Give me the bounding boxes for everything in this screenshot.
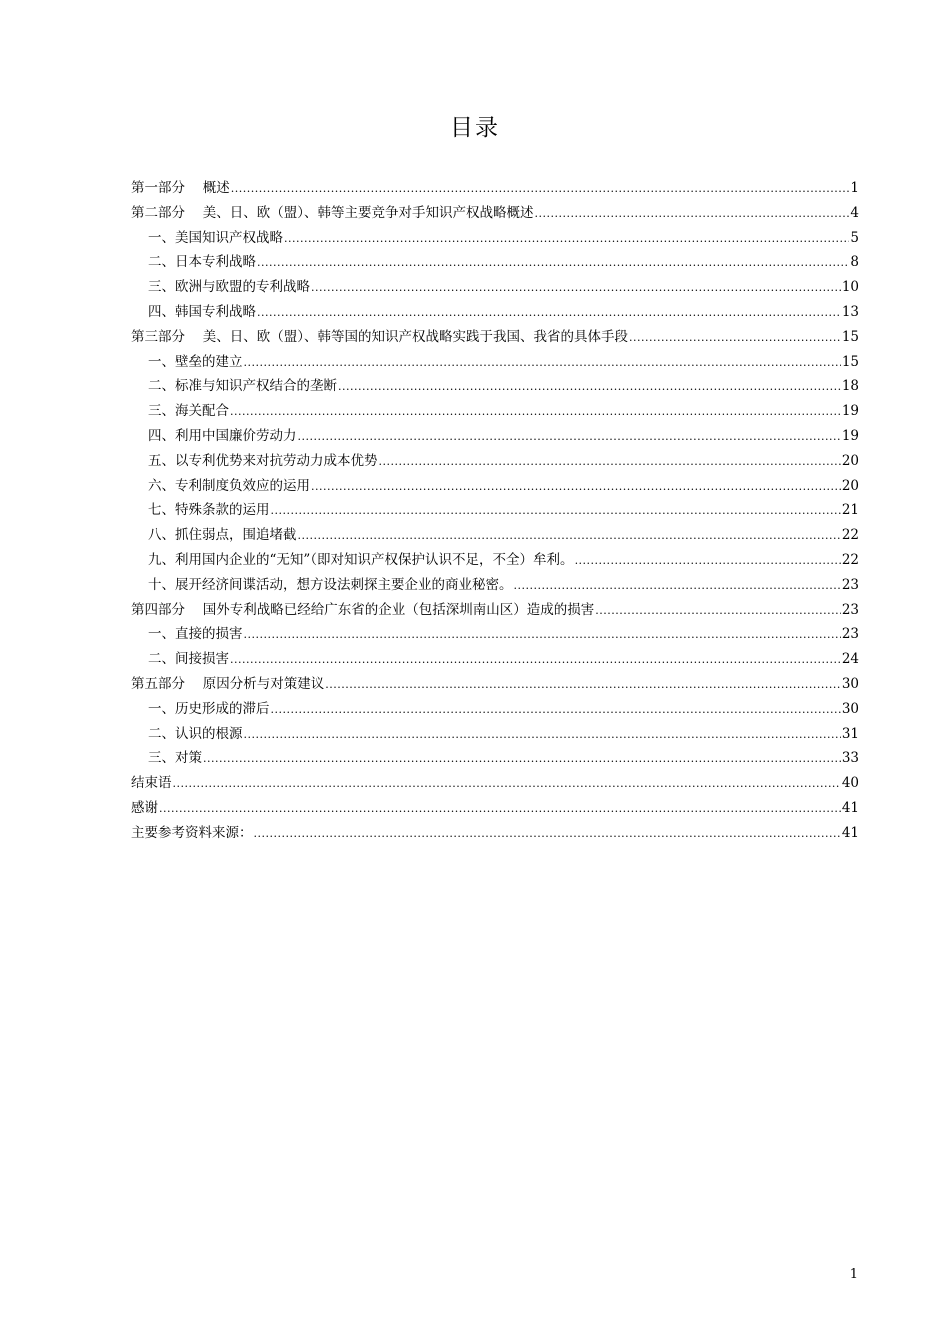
- toc-entry-label: 二、日本专利战略: [148, 254, 256, 271]
- toc-entry[interactable]: [131, 672, 859, 697]
- toc-entry[interactable]: [131, 474, 859, 499]
- toc-entry-label: 三、海关配合: [148, 403, 229, 420]
- toc-entry-label: 一、历史形成的滞后: [148, 700, 270, 717]
- toc-entry-page: 22: [841, 527, 859, 544]
- toc-entry-page: 31: [841, 725, 859, 742]
- toc-entry-page: 41: [841, 824, 859, 841]
- toc-entry-page: 30: [841, 700, 859, 717]
- toc-entry[interactable]: [131, 325, 859, 350]
- toc-entry-label: 第四部分 国外专利战略已经给广东省的企业（包括深圳南山区）造成的损害: [131, 601, 595, 618]
- toc-dot-leader: [311, 475, 841, 500]
- toc-entry[interactable]: [131, 201, 859, 226]
- table-of-contents: [131, 176, 859, 846]
- toc-entry-label: 结束语: [131, 775, 172, 792]
- toc-entry-page: 4: [850, 204, 859, 221]
- toc-dot-leader: [629, 326, 841, 351]
- toc-entry[interactable]: [131, 548, 859, 573]
- toc-entry-page: 15: [841, 328, 859, 345]
- toc-entry[interactable]: [131, 250, 859, 275]
- toc-entry-label: 第一部分 概述: [131, 180, 230, 196]
- toc-dot-leader: [230, 400, 841, 425]
- toc-entry[interactable]: [131, 697, 859, 722]
- toc-entry-page: 18: [841, 378, 859, 395]
- toc-entry[interactable]: [131, 226, 859, 251]
- toc-entry-page: 41: [841, 799, 859, 816]
- toc-entry-label: 第三部分 美、日、欧（盟）、韩等国的知识产权战略实践于我国、我省的具体手段: [131, 328, 629, 345]
- toc-entry[interactable]: [131, 598, 859, 623]
- toc-entry-label: 主要参考资料来源：: [131, 824, 253, 841]
- toc-entry-label: 二、标准与知识产权结合的垄断: [148, 378, 337, 395]
- toc-entry-label: 八、抓住弱点，围追堵截: [148, 527, 297, 544]
- toc-dot-leader: [244, 723, 841, 748]
- toc-dot-leader: [284, 227, 849, 252]
- toc-entry[interactable]: [131, 647, 859, 672]
- toc-dot-leader: [311, 276, 841, 301]
- toc-entry[interactable]: [131, 424, 859, 449]
- toc-entry[interactable]: [131, 622, 859, 647]
- toc-dot-leader: [514, 574, 841, 599]
- toc-entry-label: 七、特殊条款的运用: [148, 502, 270, 519]
- toc-entry-page: 8: [850, 254, 859, 271]
- toc-entry[interactable]: [131, 821, 859, 846]
- toc-entry-page: 40: [841, 775, 859, 792]
- toc-entry-page: 23: [841, 601, 859, 618]
- toc-dot-leader: [379, 450, 841, 475]
- toc-entry-label: 第五部分 原因分析与对策建议: [131, 675, 325, 692]
- toc-entry-page: 21: [841, 502, 859, 519]
- toc-entry-label: 四、韩国专利战略: [148, 303, 256, 320]
- toc-entry-page: 5: [850, 229, 859, 246]
- toc-entry-label: 一、直接的损害: [148, 626, 243, 643]
- toc-entry[interactable]: [131, 523, 859, 548]
- toc-entry[interactable]: [131, 573, 859, 598]
- toc-entry-label: 感谢: [131, 799, 158, 816]
- toc-entry[interactable]: [131, 449, 859, 474]
- toc-dot-leader: [338, 375, 841, 400]
- toc-entry[interactable]: [131, 374, 859, 399]
- toc-dot-leader: [298, 524, 841, 549]
- toc-entry-label: 一、壁垒的建立: [148, 353, 243, 370]
- toc-entry[interactable]: [131, 771, 859, 796]
- page-number: 1: [849, 1267, 858, 1282]
- toc-entry-page: 22: [841, 551, 859, 568]
- toc-entry[interactable]: [131, 275, 859, 300]
- toc-entry-label: 二、认识的根源: [148, 725, 243, 742]
- toc-entry-label: 二、间接损害: [148, 651, 229, 668]
- toc-entry[interactable]: [131, 350, 859, 375]
- toc-dot-leader: [254, 822, 841, 847]
- toc-entry-label: 三、欧洲与欧盟的专利战略: [148, 279, 310, 296]
- toc-entry-page: 30: [841, 675, 859, 692]
- toc-entry-label: 六、专利制度负效应的运用: [148, 477, 310, 494]
- toc-dot-leader: [230, 648, 841, 673]
- toc-dot-leader: [595, 599, 841, 624]
- toc-entry-label: 五、以专利优势来对抗劳动力成本优势: [148, 452, 378, 469]
- toc-entry-page: 23: [841, 576, 859, 593]
- toc-entry-page: 15: [841, 353, 859, 370]
- toc-entry-label: 四、利用中国廉价劳动力: [148, 427, 297, 444]
- toc-entry-label: 三、对策: [148, 750, 202, 767]
- toc-dot-leader: [271, 698, 841, 723]
- toc-entry-page: 33: [841, 750, 859, 767]
- toc-entry-page: 13: [841, 303, 859, 320]
- toc-dot-leader: [271, 499, 841, 524]
- toc-entry-label: 十、展开经济间谍活动，想方设法刺探主要企业的商业秘密。: [148, 576, 513, 593]
- toc-dot-leader: [298, 425, 841, 450]
- toc-entry-page: 10: [841, 279, 859, 296]
- toc-entry-page: 19: [841, 427, 859, 444]
- toc-entry[interactable]: [131, 722, 859, 747]
- toc-entry[interactable]: [131, 498, 859, 523]
- toc-entry-page: 20: [841, 452, 859, 469]
- toc-dot-leader: [231, 177, 850, 202]
- toc-dot-leader: [257, 301, 841, 326]
- toc-entry-page: 1: [850, 180, 859, 196]
- toc-dot-leader: [575, 549, 841, 574]
- toc-entry-page: 20: [841, 477, 859, 494]
- toc-entry[interactable]: [131, 796, 859, 821]
- toc-dot-leader: [325, 673, 841, 698]
- toc-dot-leader: [159, 797, 841, 822]
- toc-entry-label: 九、利用国内企业的“无知”（即对知识产权保护认识不足，不全）牟利。: [148, 551, 574, 568]
- toc-dot-leader: [257, 251, 849, 276]
- toc-entry[interactable]: [131, 300, 859, 325]
- toc-title: 目录: [450, 115, 500, 141]
- toc-dot-leader: [535, 202, 850, 227]
- toc-entry[interactable]: [131, 399, 859, 424]
- toc-dot-leader: [173, 772, 841, 797]
- toc-dot-leader: [244, 623, 841, 648]
- toc-entry-label: 第二部分 美、日、欧（盟）、韩等主要竞争对手知识产权战略概述: [131, 204, 534, 221]
- toc-entry-page: 23: [841, 626, 859, 643]
- toc-entry-page: 19: [841, 403, 859, 420]
- toc-entry-page: 24: [841, 651, 859, 668]
- toc-dot-leader: [203, 747, 841, 772]
- toc-entry[interactable]: [131, 176, 859, 201]
- toc-entry[interactable]: [131, 746, 859, 771]
- toc-entry-label: 一、美国知识产权战略: [148, 229, 283, 246]
- toc-dot-leader: [244, 351, 841, 376]
